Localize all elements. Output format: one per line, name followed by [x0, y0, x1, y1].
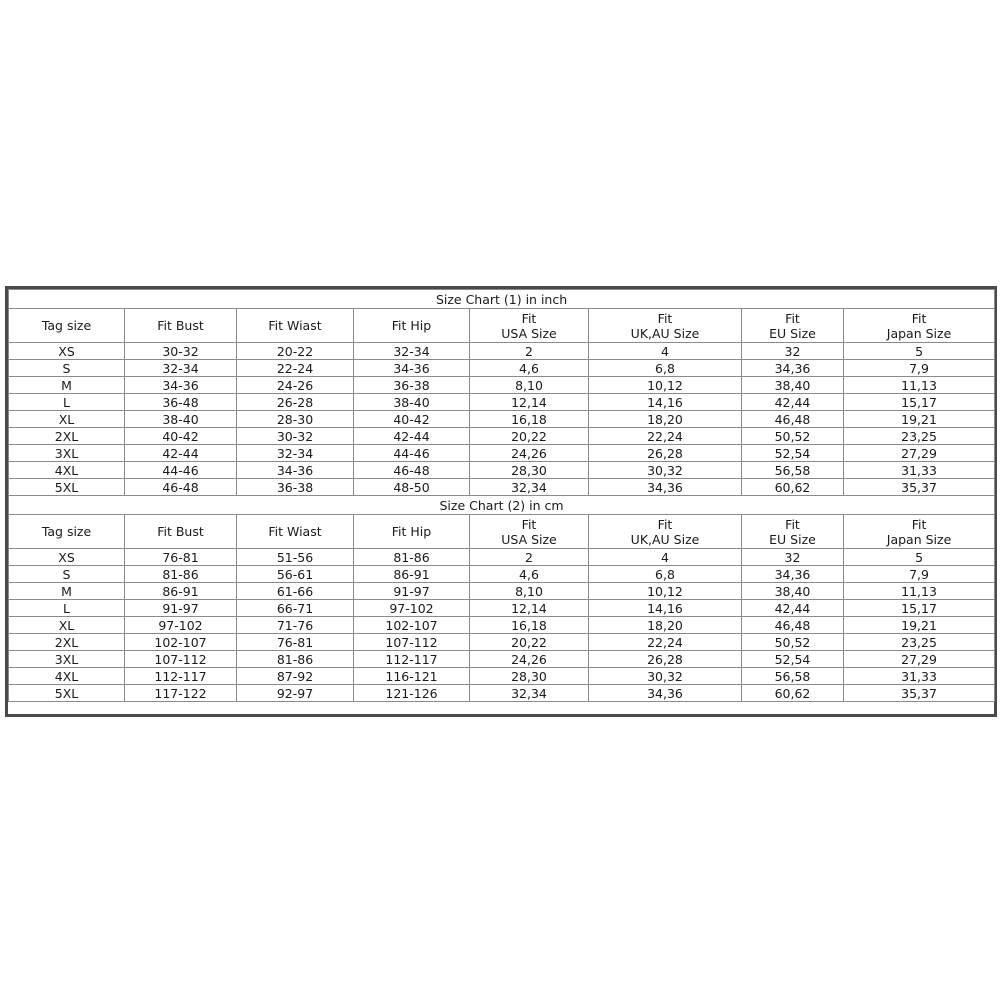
size-chart-table — [8, 289, 995, 702]
table-cell: 19,21 — [844, 411, 995, 428]
table-cell: L — [9, 394, 125, 411]
table-cell: 50,52 — [742, 428, 844, 445]
table-cell: 31,33 — [844, 668, 995, 685]
table-cell: L — [9, 600, 125, 617]
table-cell: 26,28 — [589, 651, 742, 668]
table-cell: 40-42 — [125, 428, 237, 445]
table-cell: 26,28 — [589, 445, 742, 462]
table-cell: 91-97 — [354, 583, 470, 600]
table-cell: 3XL — [9, 651, 125, 668]
column-header — [470, 309, 589, 343]
table-cell: 36-38 — [237, 479, 354, 496]
chart-header-row — [9, 515, 995, 549]
table-cell: 107-112 — [125, 651, 237, 668]
table-cell: 61-66 — [237, 583, 354, 600]
column-header-line1: Fit — [785, 516, 800, 532]
column-header-line1: Fit — [785, 310, 800, 326]
table-cell: 12,14 — [470, 600, 589, 617]
table-cell: 32 — [742, 549, 844, 566]
table-cell: XL — [9, 411, 125, 428]
table-cell: 18,20 — [589, 411, 742, 428]
table-row — [9, 377, 995, 394]
table-row — [9, 634, 995, 651]
table-cell: 7,9 — [844, 566, 995, 583]
column-header — [470, 515, 589, 549]
column-header-line1: Tag size — [41, 524, 92, 539]
table-cell: 2 — [470, 549, 589, 566]
table-cell: 34-36 — [125, 377, 237, 394]
column-header-line2: USA Size — [501, 531, 557, 547]
table-row — [9, 549, 995, 566]
table-cell: 23,25 — [844, 428, 995, 445]
table-cell: 46-48 — [354, 462, 470, 479]
chart-header-row — [9, 309, 995, 343]
column-header — [237, 515, 354, 549]
table-cell: 5 — [844, 549, 995, 566]
table-cell: 92-97 — [237, 685, 354, 702]
column-header — [844, 309, 995, 343]
table-cell: 76-81 — [237, 634, 354, 651]
table-row — [9, 445, 995, 462]
table-row — [9, 462, 995, 479]
column-header-line2: UK,AU Size — [630, 325, 700, 341]
table-cell: 15,17 — [844, 600, 995, 617]
table-cell: S — [9, 360, 125, 377]
table-cell: 34-36 — [354, 360, 470, 377]
table-cell: 10,12 — [589, 377, 742, 394]
table-cell: 102-107 — [354, 617, 470, 634]
table-cell: 6,8 — [589, 566, 742, 583]
table-cell: 46,48 — [742, 411, 844, 428]
table-cell: 16,18 — [470, 411, 589, 428]
column-header — [354, 515, 470, 549]
column-header-line1: Tag size — [41, 318, 92, 333]
table-cell: 4,6 — [470, 360, 589, 377]
table-cell: 31,33 — [844, 462, 995, 479]
table-cell: 34,36 — [742, 360, 844, 377]
table-cell: 11,13 — [844, 377, 995, 394]
table-cell: 24,26 — [470, 651, 589, 668]
table-cell: 86-91 — [125, 583, 237, 600]
table-cell: 32-34 — [237, 445, 354, 462]
table-cell: 34-36 — [237, 462, 354, 479]
table-cell: 2 — [470, 343, 589, 360]
chart-title-row — [9, 496, 995, 515]
table-row — [9, 343, 995, 360]
column-header-line1: Fit Wiast — [268, 524, 322, 539]
size-chart-frame — [5, 286, 997, 717]
table-cell: 52,54 — [742, 651, 844, 668]
table-cell: 51-56 — [237, 549, 354, 566]
column-header-line2: Japan Size — [886, 531, 952, 547]
table-cell: XS — [9, 549, 125, 566]
table-cell: 38,40 — [742, 377, 844, 394]
column-header-line1: Fit — [521, 516, 537, 532]
column-header-line2: EU Size — [769, 325, 816, 341]
column-header-line1: Fit — [521, 310, 537, 326]
table-cell: 91-97 — [125, 600, 237, 617]
table-cell: XS — [9, 343, 125, 360]
table-cell: 15,17 — [844, 394, 995, 411]
table-cell: XL — [9, 617, 125, 634]
table-cell: 30-32 — [237, 428, 354, 445]
table-cell: 2XL — [9, 634, 125, 651]
table-cell: 38,40 — [742, 583, 844, 600]
table-cell: 4XL — [9, 668, 125, 685]
table-cell: 30,32 — [589, 668, 742, 685]
table-cell: 36-48 — [125, 394, 237, 411]
table-cell: 6,8 — [589, 360, 742, 377]
table-cell: 112-117 — [125, 668, 237, 685]
column-header-line1: Fit — [657, 516, 673, 532]
table-cell: 81-86 — [354, 549, 470, 566]
column-header — [589, 309, 742, 343]
table-cell: 46-48 — [125, 479, 237, 496]
table-cell: 87-92 — [237, 668, 354, 685]
table-cell: 5XL — [9, 479, 125, 496]
column-header-line1: Fit Bust — [157, 524, 204, 539]
table-cell: 35,37 — [844, 685, 995, 702]
table-cell: 32,34 — [470, 479, 589, 496]
table-row — [9, 566, 995, 583]
table-cell: 117-122 — [125, 685, 237, 702]
table-cell: 35,37 — [844, 479, 995, 496]
table-cell: 27,29 — [844, 445, 995, 462]
table-cell: S — [9, 566, 125, 583]
column-header-line2: Japan Size — [886, 325, 952, 341]
table-row — [9, 600, 995, 617]
table-cell: 24,26 — [470, 445, 589, 462]
table-cell: 7,9 — [844, 360, 995, 377]
table-cell: 97-102 — [125, 617, 237, 634]
table-cell: 116-121 — [354, 668, 470, 685]
table-row — [9, 411, 995, 428]
table-cell: 56-61 — [237, 566, 354, 583]
table-row — [9, 617, 995, 634]
column-header-line1: Fit — [911, 516, 927, 532]
table-cell: 42,44 — [742, 600, 844, 617]
table-cell: 48-50 — [354, 479, 470, 496]
table-cell: 38-40 — [354, 394, 470, 411]
table-cell: 32-34 — [354, 343, 470, 360]
chart-title: Size Chart (1) in inch — [9, 290, 995, 309]
table-cell: M — [9, 583, 125, 600]
table-cell: 112-117 — [354, 651, 470, 668]
table-cell: 19,21 — [844, 617, 995, 634]
table-row — [9, 685, 995, 702]
table-row — [9, 360, 995, 377]
table-cell: 34,36 — [589, 685, 742, 702]
table-cell: 40-42 — [354, 411, 470, 428]
table-cell: 81-86 — [237, 651, 354, 668]
table-cell: 24-26 — [237, 377, 354, 394]
table-cell: 20-22 — [237, 343, 354, 360]
table-cell: 42-44 — [354, 428, 470, 445]
table-cell: 86-91 — [354, 566, 470, 583]
chart-title-row — [9, 290, 995, 309]
table-cell: 46,48 — [742, 617, 844, 634]
table-cell: 26-28 — [237, 394, 354, 411]
table-cell: 81-86 — [125, 566, 237, 583]
column-header — [237, 309, 354, 343]
table-row — [9, 479, 995, 496]
table-cell: 44-46 — [354, 445, 470, 462]
table-cell: 14,16 — [589, 600, 742, 617]
table-cell: 20,22 — [470, 428, 589, 445]
table-cell: 22,24 — [589, 428, 742, 445]
column-header — [844, 515, 995, 549]
column-header-line2: EU Size — [769, 531, 816, 547]
table-cell: 32 — [742, 343, 844, 360]
table-cell: 30-32 — [125, 343, 237, 360]
table-cell: 4 — [589, 549, 742, 566]
table-cell: 34,36 — [742, 566, 844, 583]
table-cell: 52,54 — [742, 445, 844, 462]
column-header — [9, 309, 125, 343]
column-header-line2: USA Size — [501, 325, 557, 341]
chart-title: Size Chart (2) in cm — [9, 496, 995, 515]
table-cell: 14,16 — [589, 394, 742, 411]
table-cell: 28-30 — [237, 411, 354, 428]
column-header — [9, 515, 125, 549]
table-cell: 28,30 — [470, 462, 589, 479]
table-cell: 97-102 — [354, 600, 470, 617]
column-header — [742, 309, 844, 343]
column-header-line1: Fit Hip — [391, 524, 432, 539]
table-cell: 36-38 — [354, 377, 470, 394]
table-cell: 56,58 — [742, 462, 844, 479]
table-cell: 10,12 — [589, 583, 742, 600]
table-cell: 60,62 — [742, 685, 844, 702]
column-header-line1: Fit — [657, 310, 673, 326]
column-header-line1: Fit Bust — [157, 318, 204, 333]
table-cell: 5XL — [9, 685, 125, 702]
table-cell: 30,32 — [589, 462, 742, 479]
table-cell: 11,13 — [844, 583, 995, 600]
table-cell: 56,58 — [742, 668, 844, 685]
table-cell: 107-112 — [354, 634, 470, 651]
table-cell: 12,14 — [470, 394, 589, 411]
table-cell: 121-126 — [354, 685, 470, 702]
table-cell: 16,18 — [470, 617, 589, 634]
table-cell: M — [9, 377, 125, 394]
table-cell: 28,30 — [470, 668, 589, 685]
column-header — [589, 515, 742, 549]
column-header-line1: Fit — [911, 310, 927, 326]
column-header — [354, 309, 470, 343]
column-header-line2: UK,AU Size — [630, 531, 700, 547]
table-cell: 5 — [844, 343, 995, 360]
table-cell: 27,29 — [844, 651, 995, 668]
table-cell: 66-71 — [237, 600, 354, 617]
table-row — [9, 651, 995, 668]
table-cell: 4,6 — [470, 566, 589, 583]
table-cell: 20,22 — [470, 634, 589, 651]
table-cell: 2XL — [9, 428, 125, 445]
table-cell: 23,25 — [844, 634, 995, 651]
table-cell: 34,36 — [589, 479, 742, 496]
table-cell: 42-44 — [125, 445, 237, 462]
table-row — [9, 583, 995, 600]
table-cell: 8,10 — [470, 583, 589, 600]
column-header — [125, 515, 237, 549]
table-row — [9, 668, 995, 685]
table-cell: 32,34 — [470, 685, 589, 702]
table-cell: 102-107 — [125, 634, 237, 651]
table-cell: 4 — [589, 343, 742, 360]
table-cell: 4XL — [9, 462, 125, 479]
table-cell: 76-81 — [125, 549, 237, 566]
table-cell: 8,10 — [470, 377, 589, 394]
table-cell: 42,44 — [742, 394, 844, 411]
column-header — [742, 515, 844, 549]
table-cell: 71-76 — [237, 617, 354, 634]
table-cell: 38-40 — [125, 411, 237, 428]
table-cell: 22-24 — [237, 360, 354, 377]
table-cell: 60,62 — [742, 479, 844, 496]
table-cell: 32-34 — [125, 360, 237, 377]
table-cell: 44-46 — [125, 462, 237, 479]
table-cell: 3XL — [9, 445, 125, 462]
table-cell: 22,24 — [589, 634, 742, 651]
table-row — [9, 394, 995, 411]
table-cell: 18,20 — [589, 617, 742, 634]
column-header — [125, 309, 237, 343]
table-cell: 50,52 — [742, 634, 844, 651]
column-header-line1: Fit Hip — [391, 318, 432, 333]
table-row — [9, 428, 995, 445]
column-header-line1: Fit Wiast — [268, 318, 322, 333]
